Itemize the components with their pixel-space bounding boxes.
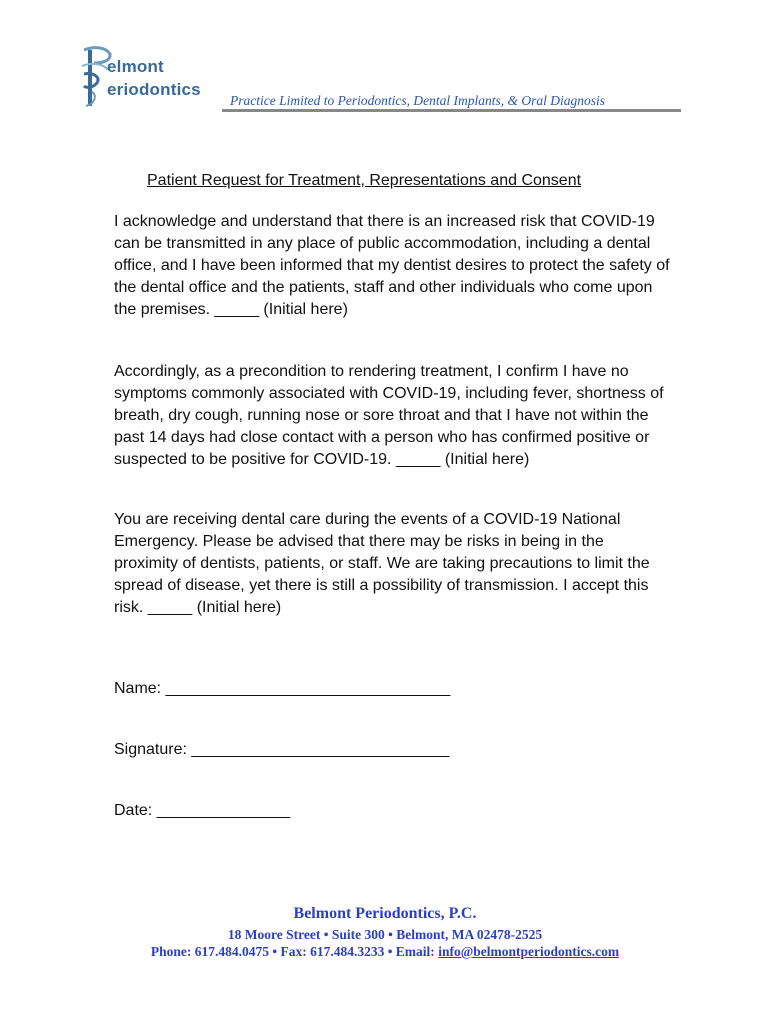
practice-tagline: Practice Limited to Periodontics, Dental Implants, & Oral Diagnosis xyxy=(230,93,605,108)
footer-company-name: Belmont Periodontics, P.C. xyxy=(293,905,477,922)
logo-text-line1: elmont xyxy=(107,57,164,76)
signature-field[interactable]: Signature: _____________________________ xyxy=(114,741,450,758)
name-field[interactable]: Name: ________________________________ xyxy=(114,680,451,697)
consent-paragraph-emergency: You are receiving dental care during the events of a COVID-19 National Emergency. Please be advised that there may be risks in being in the proximity of dentists, patients, or staff. We are taking precautions to limit the spread of disease, yet there is still a possibility of transmission. I accept this risk. _____ (Initial here) xyxy=(114,511,650,616)
footer-phone-fax: Phone: 617.484.0475 • Fax: 617.484.3233 • Email: xyxy=(150,944,439,959)
document-title: Patient Request for Treatment, Representations and Consent xyxy=(147,172,582,189)
footer-address: 18 Moore Street • Suite 300 • Belmont, MA 02478-2525 xyxy=(227,927,543,942)
logo-bp-mark-icon xyxy=(80,44,120,110)
header-divider xyxy=(222,109,681,112)
consent-paragraph-symptoms: Accordingly, as a precondition to rendering treatment, I confirm I have no symptoms commonly associated with COVID-19, including fever, shortness of breath, dry cough, running nose or sore throat and that I have not within the past 14 days had close contact with a person who has confirmed positive or suspected to be positive for COVID-19. _____ (Initial here) xyxy=(114,363,664,468)
date-field[interactable]: Date: _______________ xyxy=(114,802,291,819)
footer-contact xyxy=(0,944,770,960)
consent-paragraph-risk: I acknowledge and understand that there is an increased risk that COVID-19 can be transmitted in any place of public accommodation, including a dental office, and I have been informed that my dentist desires to protect the safety of the dental office and the patients, staff and other individuals who come upon the premises. _____ (Initial here) xyxy=(114,213,670,318)
email-link[interactable]: info@belmontperiodontics.com xyxy=(438,944,620,959)
belmont-logo xyxy=(80,44,230,110)
logo-text-line2: eriodontics xyxy=(107,80,201,99)
